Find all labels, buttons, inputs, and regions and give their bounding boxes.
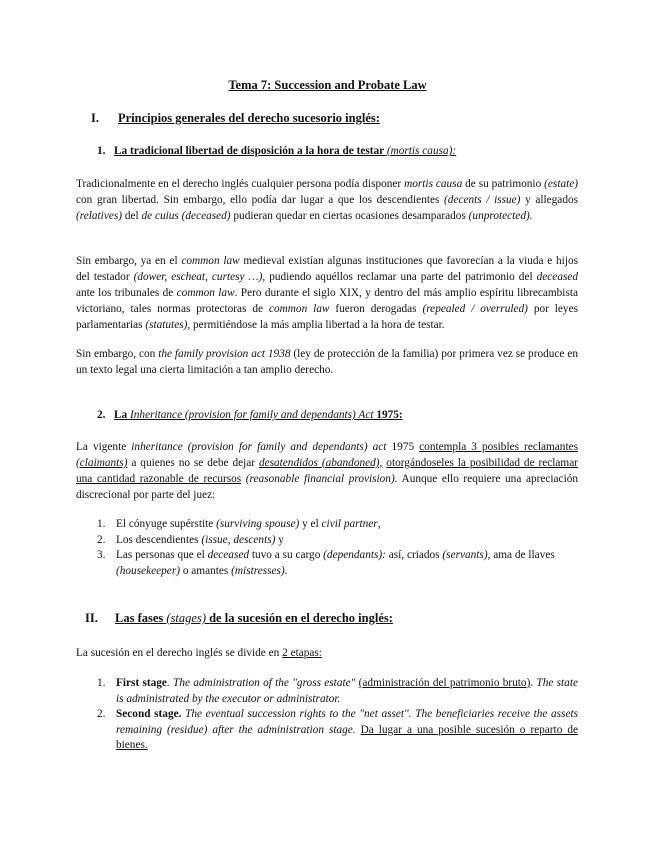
paragraph-family-provision: Sin embargo, con the family provision act 1938 (ley de protección de la familia) por primera vez se produce en un texto legal una cierta limitación a tan amplio derecho. [76, 348, 578, 376]
subsection-2-title: La Inheritance (provision for family and dependants) Act 1975: [114, 409, 403, 421]
paragraph-common-law: Sin embargo, ya en el common law medieval existían algunas instituciones que favorecían a la viuda e hijos del testador (dower, escheat, curtesy …), pudiendo aquéllos reclamar una parte del patrimonio del deceased ante los tribunales de common law. Pero durante el siglo XIX, y dentro del más amplio espíritu librecambista victoriano, tales normas protectoras de common law fueron derogadas (repealed / overruled) por leyes parlamentarias (statutes), permitiéndose la más amplia libertad a la hora de testar. [76, 255, 579, 331]
section-2-number: II. [85, 611, 98, 625]
list-item: 1. El cónyuge supérstite (surviving spouse) y el civil partner, [97, 518, 381, 530]
section-2-title: Las fases (stages) de la sucesión en el derecho inglés: [115, 611, 393, 625]
list-item: 2. Second stage. The eventual succession rights to the "net asset". The beneficiaries receive the assets remaining (residue) after the administration stage. Da lugar a una posible sucesión o reparto de bienes. [97, 708, 578, 751]
subsection-1-number: 1. [97, 145, 106, 157]
section-1-number: I. [91, 111, 99, 125]
list-item: 1. First stage. The administration of the "gross estate" (administración del patrimonio bruto). The state is administrated by the executor or administrator. [97, 677, 578, 705]
document-title: Tema 7: Succession and Probate Law [228, 78, 427, 92]
stages-intro: La sucesión en el derecho inglés se divide en 2 etapas: [76, 647, 322, 659]
claimants-list [97, 517, 578, 579]
paragraph-inheritance-act: La vigente inheritance (provision for family and dependants) act 1975 contempla 3 posibles reclamantes (claimants) a quienes no se debe dejar desatendidos (abandoned), otorgándoseles la posibilidad de reclamar una cantidad razonable de recursos (reasonable financial provision). Aunque ello requiere una apreciación discrecional por parte del juez: [76, 441, 579, 501]
list-item: 2. Los descendientes (issue, descents) y [97, 533, 284, 546]
subsection-2-number: 2. [97, 409, 106, 421]
stages-list [97, 676, 578, 754]
section-1-title: Principios generales del derecho sucesorio inglés: [118, 111, 380, 125]
paragraph-freedom: Tradicionalmente en el derecho inglés cualquier persona podía disponer mortis causa de su patrimonio (estate) con gran libertad. Sin embargo, ello podía dar lugar a que los descendientes (decents / issue) y allegados (relatives) del de cuius (deceased) pudieran quedar en ciertas ocasiones desamparados (unprotected). [76, 178, 579, 222]
list-item: 3. Las personas que el deceased tuvo a su cargo (dependants): así, criados (servants), ama de llaves (housekeeper) o amantes (mistresses). [97, 549, 555, 577]
subsection-1-title: La tradicional libertad de disposición a la hora de testar (mortis causa): [114, 145, 457, 157]
